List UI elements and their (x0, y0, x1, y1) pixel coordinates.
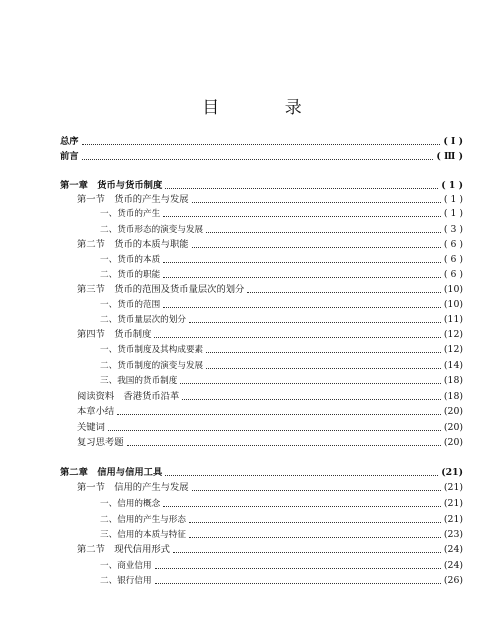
dot-leader (155, 582, 441, 584)
toc-entry-page-number: ( 1 ) (443, 208, 463, 219)
dot-leader (192, 489, 441, 491)
toc-entry-label: 一、货币制度及其构成要素 (100, 345, 204, 355)
toc-entry (77, 481, 463, 495)
toc-entry-label: 第二节 现代信用形式 (77, 544, 170, 555)
dot-leader (155, 567, 441, 569)
toc-entry-page-number: (20) (443, 437, 463, 448)
dot-leader (165, 187, 438, 189)
toc-entry-label: 一、货币的范围 (100, 300, 161, 310)
toc-entry (100, 207, 463, 221)
toc-entry (100, 559, 463, 573)
toc-entry-page-number: (14) (443, 360, 463, 371)
dot-leader (173, 551, 441, 553)
toc-entry-page-number: ( 3 ) (443, 224, 463, 235)
dot-leader (189, 521, 441, 523)
toc-entry-page-number: (24) (443, 544, 463, 555)
toc-entry-page-number: ( 1 ) (441, 180, 463, 191)
toc-entry-label: 阅读资料 香港货币沿革 (77, 391, 180, 402)
toc-entry (100, 313, 463, 327)
toc-entry-page-number: (21) (443, 514, 463, 525)
toc-entry-label: 第四节 货币制度 (77, 329, 152, 340)
toc-entry-label: 第一节 货币的产生与发展 (77, 194, 189, 205)
toc-entry-label: 第二节 货币的本质与职能 (77, 239, 189, 250)
toc-entry (77, 193, 463, 207)
toc-entry-label: 第三节 货币的范围及货币量层次的划分 (77, 284, 245, 295)
toc-entry (77, 283, 463, 297)
toc-entry-page-number: ( 6 ) (443, 239, 463, 250)
toc-entry-page-number: (21) (443, 498, 463, 509)
dot-leader (206, 367, 441, 369)
toc-entry (100, 497, 463, 511)
dot-leader (163, 215, 441, 217)
toc-entry-label: 三、信用的本质与特征 (100, 530, 186, 540)
toc-entry-page-number: ( 6 ) (443, 269, 463, 280)
toc-entry-page-number: (10) (443, 299, 463, 310)
toc-entry (77, 238, 463, 252)
toc-entry (77, 328, 463, 342)
dot-leader (163, 276, 441, 278)
toc-entry-label: 一、货币的本质 (100, 255, 161, 265)
toc-entry (60, 466, 463, 480)
toc-entry (100, 253, 463, 267)
toc-entry-page-number: (20) (443, 406, 463, 417)
toc-entry (77, 421, 463, 435)
dot-leader (82, 158, 434, 160)
toc-entry (77, 543, 463, 557)
toc-entry (77, 390, 463, 404)
toc-entry-label: 前言 (60, 151, 79, 162)
toc-entry-label: 二、货币形态的演变与发展 (100, 225, 204, 235)
dot-leader (206, 231, 441, 233)
dot-leader (192, 201, 441, 203)
toc-entry-label: 二、货币制度的演变与发展 (100, 361, 204, 371)
toc-entry-label: 总序 (60, 136, 79, 147)
toc-entry-label: 本章小结 (77, 406, 115, 417)
toc-entry (100, 528, 463, 542)
dot-leader (163, 505, 441, 507)
dot-leader (82, 143, 441, 145)
dot-leader (189, 536, 441, 538)
toc-entry-label: 第一章 货币与货币制度 (60, 180, 163, 191)
toc-entry-label: 第二章 信用与信用工具 (60, 467, 163, 478)
toc-entry (60, 150, 463, 164)
toc-entry-page-number: (18) (443, 391, 463, 402)
dot-leader (206, 351, 441, 353)
toc-entry-label: 二、货币的职能 (100, 270, 161, 280)
toc-entry-page-number: ( Ⅲ ) (436, 151, 463, 162)
toc-entry-page-number: (10) (443, 284, 463, 295)
toc-entry-label: 一、货币的产生 (100, 209, 161, 219)
toc-entry (100, 268, 463, 282)
toc-entry-label: 二、信用的产生与形态 (100, 515, 186, 525)
toc-entry-page-number: (26) (443, 575, 463, 586)
toc-entry-label: 关键词 (77, 422, 105, 433)
dot-leader (182, 398, 441, 400)
toc-entry (100, 343, 463, 357)
dot-leader (165, 474, 438, 476)
toc-entry-label: 一、信用的概念 (100, 499, 161, 509)
toc-entry-page-number: (21) (443, 482, 463, 493)
toc-entry (77, 405, 463, 419)
dot-leader (163, 261, 441, 263)
toc-entry (100, 223, 463, 237)
toc-entry-page-number: ( 1 ) (443, 194, 463, 205)
toc-entry-page-number: (23) (443, 529, 463, 540)
dot-leader (108, 429, 441, 431)
toc-entry-page-number: ( Ⅰ ) (443, 136, 463, 147)
toc-entry (77, 436, 463, 450)
toc-entry-page-number: (20) (443, 422, 463, 433)
toc-entry-label: 二、银行信用 (100, 576, 152, 586)
toc-entry (100, 374, 463, 388)
toc-entry (100, 574, 463, 588)
toc-entry-page-number: (21) (441, 467, 463, 478)
toc-entry-page-number: ( 6 ) (443, 254, 463, 265)
toc-entry-label: 第一节 信用的产生与发展 (77, 482, 189, 493)
toc-entry (60, 135, 463, 149)
dot-leader (117, 413, 441, 415)
toc-entry-page-number: (12) (443, 344, 463, 355)
dot-leader (154, 336, 441, 338)
dot-leader (163, 306, 441, 308)
dot-leader (127, 444, 441, 446)
toc-entry-label: 三、我国的货币制度 (100, 376, 178, 386)
toc-entry (60, 179, 463, 193)
dot-leader (247, 291, 441, 293)
page-title: 目 录 (202, 98, 332, 118)
toc-entry-page-number: (18) (443, 375, 463, 386)
dot-leader (189, 321, 441, 323)
dot-leader (180, 382, 441, 384)
toc-entry-label: 一、商业信用 (100, 561, 152, 571)
toc-entry (100, 298, 463, 312)
toc-entry-label: 二、货币量层次的划分 (100, 315, 186, 325)
dot-leader (192, 246, 441, 248)
toc-entry-page-number: (11) (443, 314, 463, 325)
toc-entry-page-number: (12) (443, 329, 463, 340)
toc-entry-label: 复习思考题 (77, 437, 124, 448)
toc-entry (100, 513, 463, 527)
toc-entry-page-number: (24) (443, 560, 463, 571)
toc-entry (100, 359, 463, 373)
